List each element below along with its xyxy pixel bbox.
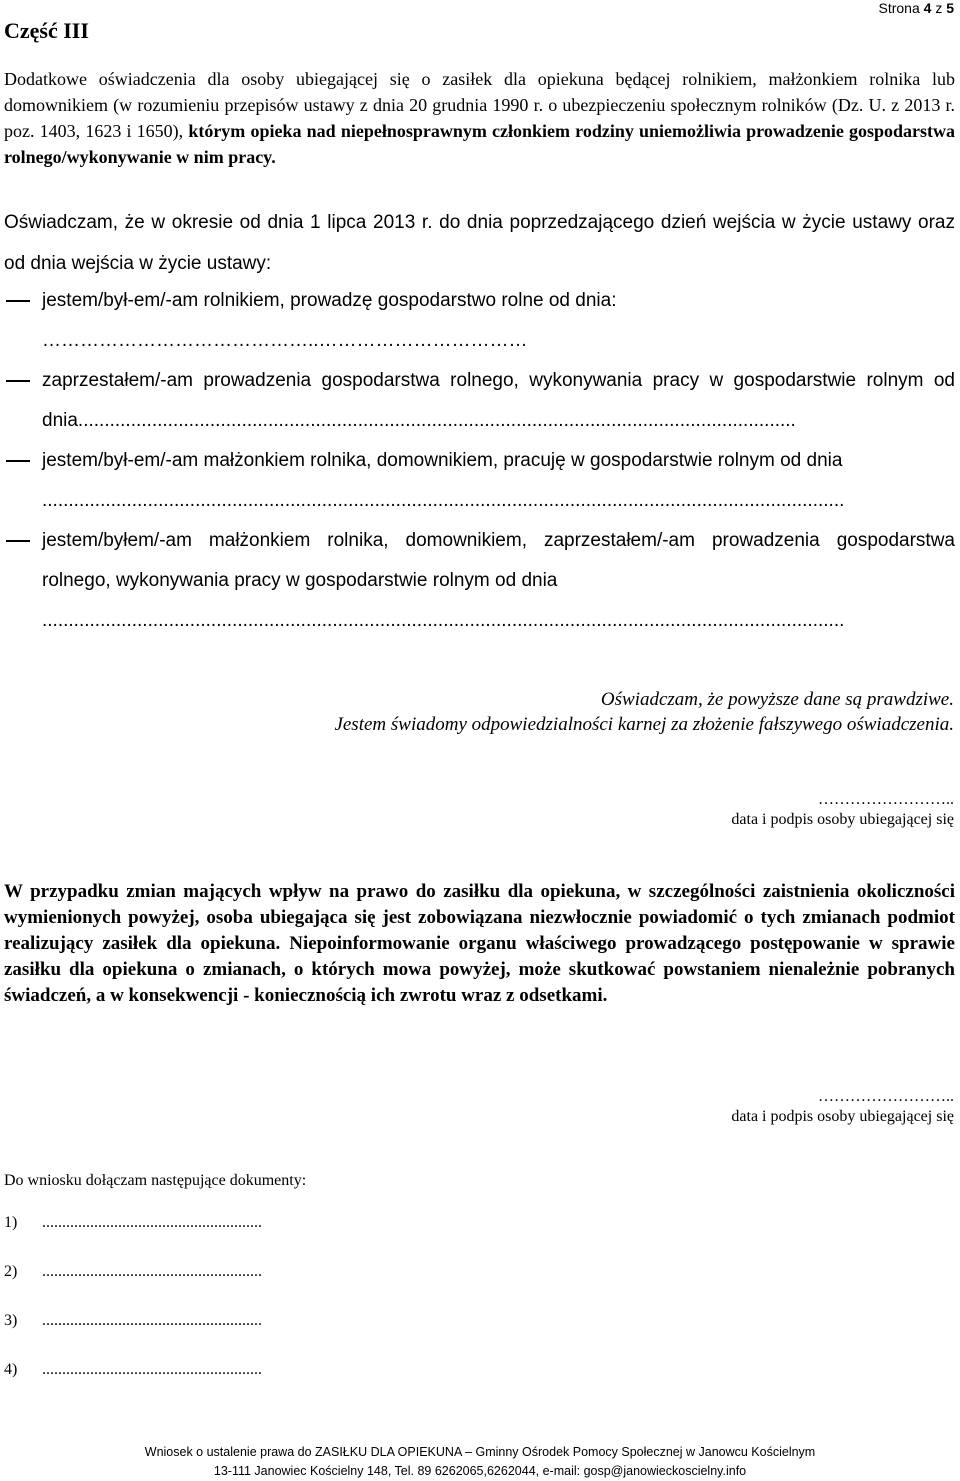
signature-field[interactable]: …………………….. — [818, 791, 954, 808]
declaration-option[interactable] — [4, 441, 955, 521]
oath-statement — [334, 687, 954, 737]
intro-text: Dodatkowe oświadczenia dla osoby ubiegającej się o zasiłek dla opiekuna będącej rolnikiem, małżonkiem rolnika lub domownikiem (w rozumieniu przepisów ustawy z dnia 20 grudnia 1990 r. o ubezpieczeniu społecznym rolników (Dz. U. z 2013 r. poz. 1403, 1623 i 1650), — [4, 69, 955, 141]
page-number — [878, 0, 954, 16]
footer-line-1: Wniosek o ustalenie prawa do ZASIŁKU DLA OPIEKUNA – Gminny Ośrodek Pomocy Społecznej w Janowcu Kościelnym — [144, 1445, 816, 1459]
intro-bold-text: którym opieka nad niepełnosprawnym członkiem rodziny uniemożliwia prowadzenie gospodarstwa rolnego/wykonywanie w nim pracy. — [4, 121, 955, 167]
part-title: Część III — [4, 18, 89, 43]
attachment-number: 1) — [4, 1214, 18, 1231]
page-separator: z — [935, 0, 943, 16]
declaration-option[interactable] — [4, 361, 955, 441]
declaration-option[interactable] — [4, 521, 955, 641]
attachment-field[interactable]: ....................................................... — [42, 1214, 262, 1231]
attachments-label: Do wniosku dołączam następujące dokumenty: — [4, 1172, 307, 1189]
declaration-intro: Oświadczam, że w okresie od dnia 1 lipca 2013 r. do dnia poprzedzającego dzień wejścia w życie ustawy oraz od dnia wejścia w życie ustawy: — [4, 212, 955, 274]
page-total: 5 — [946, 0, 954, 16]
declaration-option[interactable] — [4, 281, 955, 361]
signature-block-1 — [731, 790, 954, 830]
option-text: jestem/byłem/-am małżonkiem rolnika, domownikiem, zaprzestałem/-am prowadzenia gospodarstwa rolnego, wykonywania pracy w gospodarstwie rolnym od dnia — [42, 530, 955, 591]
option-date-field[interactable]: ........................................................................................................................................................ — [42, 610, 845, 631]
attachment-field[interactable]: ....................................................... — [42, 1263, 262, 1280]
page-current: 4 — [923, 0, 932, 16]
dash-bullet-icon — [6, 300, 30, 302]
attachment-number: 3) — [4, 1312, 18, 1329]
attachments-list — [4, 1214, 262, 1410]
attachment-item — [4, 1263, 262, 1287]
footer-line-2: 13-111 Janowiec Kościelny 148, Tel. 89 6262065,6262044, e-mail: gosp@janowieckoscielny.info — [213, 1464, 747, 1478]
option-text: jestem/był-em/-am małżonkiem rolnika, domownikiem, pracuję w gospodarstwie rolnym od dnia — [42, 450, 843, 471]
declaration-options — [4, 281, 955, 641]
intro-paragraph — [4, 66, 955, 170]
signature-field[interactable]: …………………….. — [818, 1088, 954, 1105]
oath-line-1: Oświadczam, że powyższe dane są prawdziwe. — [600, 689, 954, 710]
signature-block-2 — [731, 1087, 954, 1127]
option-text: zaprzestałem/-am prowadzenia gospodarstwa rolnego, wykonywania pracy w gospodarstwie rolnym od dnia........................................................................................................................................ — [42, 370, 955, 431]
dash-bullet-icon — [6, 540, 30, 542]
attachment-number: 2) — [4, 1263, 18, 1280]
dash-bullet-icon — [6, 460, 30, 462]
option-date-field[interactable]: ........................................................................................................................................................ — [42, 490, 845, 511]
attachment-item — [4, 1312, 262, 1336]
page-prefix: Strona — [878, 0, 920, 16]
warning-paragraph: W przypadku zmian mających wpływ na prawo do zasiłku dla opiekuna, w szczególności zaistnienia okoliczności wymienionych powyżej, osoba ubiegająca się jest zobowiązana niezwłocznie powiadomić o tych zmianach podmiot realizujący zasiłek dla opiekuna. Niepoinformowanie organu właściwego prowadzącego postępowanie w sprawie zasiłku dla opiekuna o zmianach, o których mowa powyżej, może skutkować powstaniem nienależnie pobranych świadczeń, a w konsekwencji - koniecznością ich zwrotu wraz z odsetkami. — [4, 881, 955, 1006]
dash-bullet-icon — [6, 380, 30, 382]
signature-label: data i podpis osoby ubiegającej się — [731, 811, 954, 828]
attachment-field[interactable]: ....................................................... — [42, 1361, 262, 1378]
attachment-number: 4) — [4, 1361, 18, 1378]
attachment-item — [4, 1214, 262, 1238]
attachment-item — [4, 1361, 262, 1385]
option-date-field[interactable]: ……………………………………..…………………………… — [42, 330, 528, 351]
page-footer — [0, 1443, 960, 1481]
option-text: jestem/był-em/-am rolnikiem, prowadzę gospodarstwo rolne od dnia: — [42, 290, 617, 311]
oath-line-2: Jestem świadomy odpowiedzialności karnej za złożenie fałszywego oświadczenia. — [334, 714, 954, 735]
signature-label: data i podpis osoby ubiegającej się — [731, 1108, 954, 1125]
attachment-field[interactable]: ....................................................... — [42, 1312, 262, 1329]
